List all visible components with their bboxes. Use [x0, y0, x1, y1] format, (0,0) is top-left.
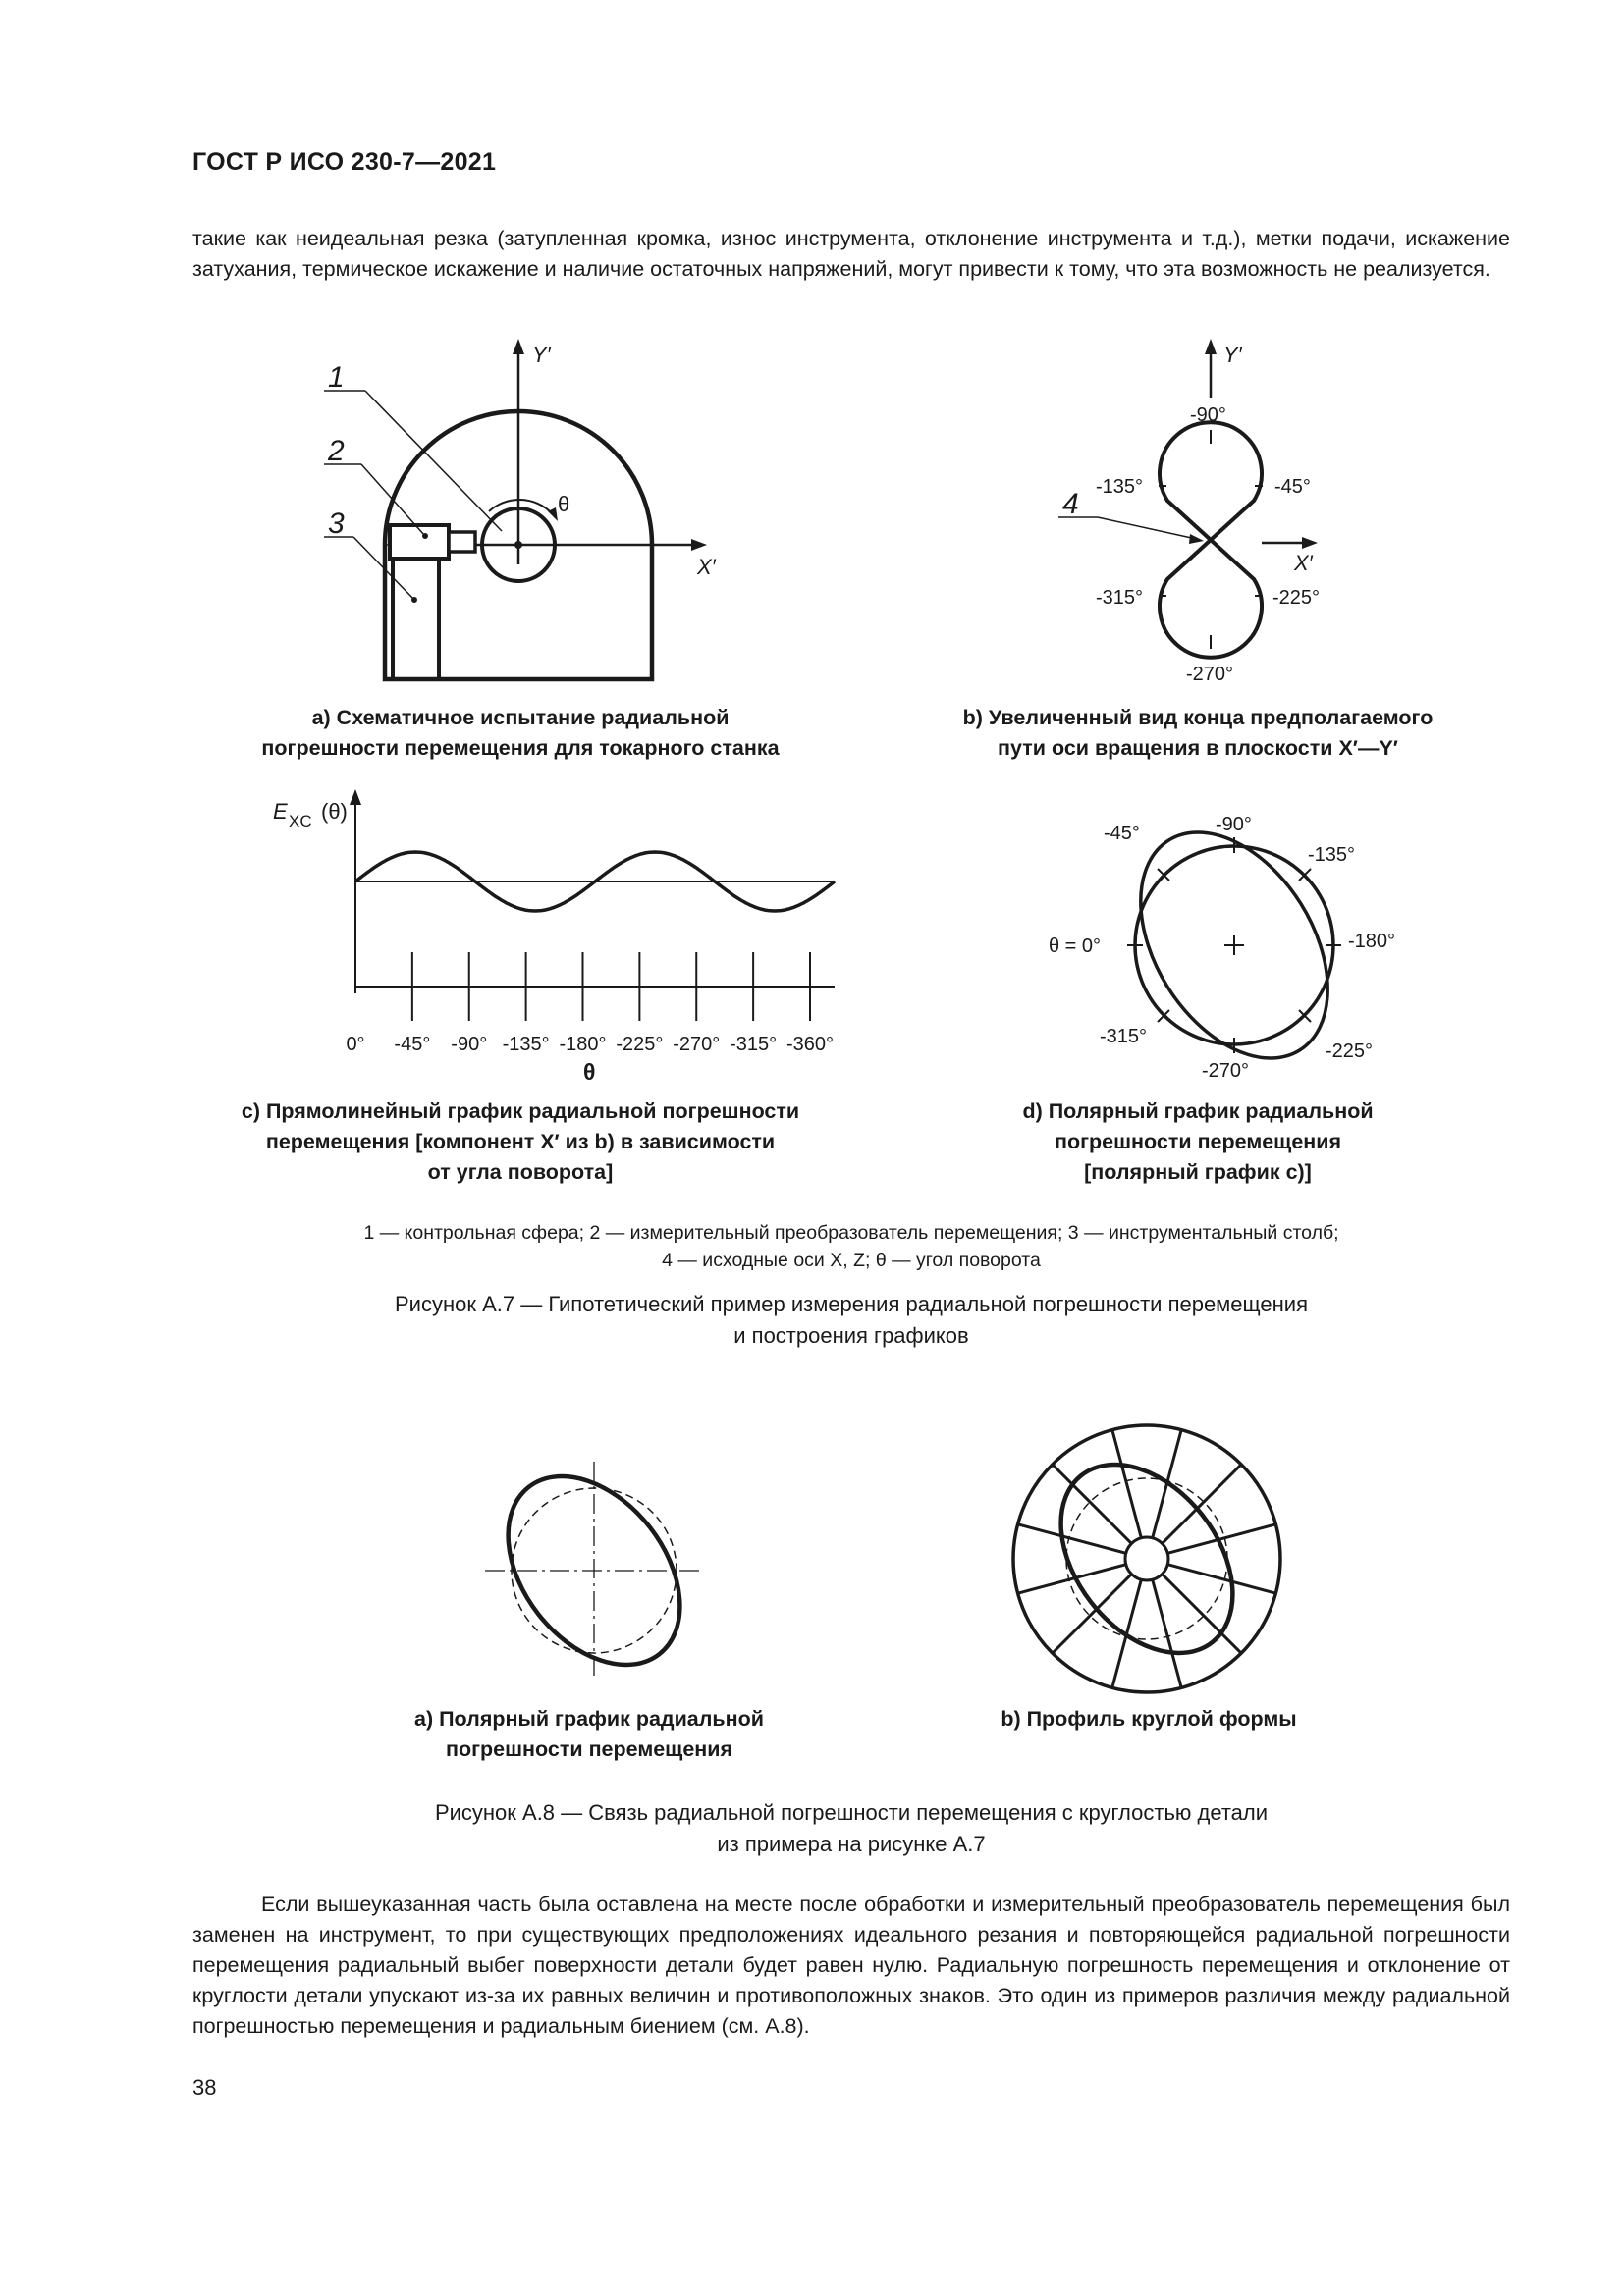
y-axis-label: Y′: [532, 343, 551, 367]
figure-a7-legend: 1 — контрольная сфера; 2 — измерительный преобразователь перемещения; 3 — инструментальный столб; 4 — исходные оси X, Z; θ — угол поворота: [363, 1222, 1339, 1271]
figure-a8a-polar-plot: [481, 1458, 707, 1683]
angle-label: -270°: [1186, 664, 1234, 685]
caption-a7a: а) Схематичное испытание радиальной погрешности перемещения для токарного станка: [261, 706, 780, 760]
x-axis-label: θ: [583, 1059, 596, 1085]
document-header: ГОСТ Р ИСО 230-7—2021: [192, 148, 497, 176]
x-axis-label: X′: [1294, 551, 1313, 575]
caption-a8a: а) Полярный график радиальной погрешности перемещения: [414, 1707, 764, 1761]
caption-a8b: b) Профиль круглой формы: [1001, 1707, 1297, 1731]
figure-a7c-linear-plot: [265, 785, 854, 1090]
tick-label: -135°: [502, 1034, 550, 1055]
callout-4: 4: [1062, 488, 1079, 520]
angle-label: -225°: [1272, 587, 1321, 609]
tick-label: -225°: [616, 1034, 664, 1055]
callout-3: 3: [328, 507, 345, 540]
angle-label: -135°: [1096, 476, 1144, 498]
tick-label: -180°: [559, 1034, 607, 1055]
y-axis-label-tail: (θ): [321, 799, 348, 824]
intro-paragraph: такие как неидеальная резка (затупленная кромка, износ инструмента, отклонение инструмента и т.д.), метки подачи, искажение затухания, термическое искажение и наличие остаточных напряжений, могут привести к тому, что эта возможность не реализуется.: [192, 227, 1510, 281]
tick-label: -270°: [673, 1034, 721, 1055]
page-number: 38: [192, 2075, 217, 2100]
profile-spoke: [1053, 1575, 1132, 1654]
angle-label: -180°: [1348, 931, 1396, 952]
tick-label: 0°: [346, 1034, 365, 1055]
figure-a7a-lathe-schematic: [295, 339, 716, 687]
tick-label: -315°: [730, 1034, 778, 1055]
figure-a7b-figure-eight: [1051, 339, 1365, 692]
profile-spoke: [1163, 1465, 1242, 1544]
angle-label: θ = 0°: [1049, 935, 1102, 957]
angle-label: -135°: [1308, 844, 1356, 866]
angle-label: -270°: [1202, 1060, 1250, 1082]
x-axis-label: X′: [697, 555, 716, 579]
angle-label: -90°: [1190, 404, 1226, 426]
figure-a8b-roundness-profile: [1009, 1421, 1284, 1696]
angle-label: -315°: [1096, 587, 1144, 609]
callout-1: 1: [328, 361, 345, 394]
angle-label: -45°: [1274, 476, 1311, 498]
closing-paragraph: Если вышеуказанная часть была оставлена на месте после обработки и измерительный преобразователь перемещения был заменен на инструмент, то при существующих предположениях идеального резания и повторяющейся радиальной погрешности перемещения радиальный выбег поверхности детали будет равен нулю. Радиальную погрешность перемещения и отклонение от круглости детали упускают из-за их равных величин и противоположных знаков. Это один из примеров различия между радиальной погрешностью перемещения и радиальным биением (см. А.8).: [192, 1893, 1510, 2038]
y-axis-label: Y′: [1223, 343, 1242, 367]
angle-label: -90°: [1216, 814, 1252, 835]
caption-a7c: с) Прямолинейный график радиальной погрешности перемещения [компонент X′ из b) в зависимости от угла поворота]: [241, 1099, 800, 1184]
tick-label: -45°: [394, 1034, 431, 1055]
callout-2: 2: [328, 435, 345, 467]
theta-label: θ: [558, 492, 570, 516]
y-axis-subscript: XC: [289, 812, 312, 830]
figure-a7-title: Рисунок А.7 — Гипотетический пример измерения радиальной погрешности перемещения и построения графиков: [395, 1292, 1308, 1348]
angle-label: -45°: [1104, 823, 1140, 844]
tick-label: -90°: [451, 1034, 488, 1055]
caption-a7d: d) Полярный график радиальной погрешности перемещения [полярный график с)]: [1022, 1099, 1374, 1184]
angle-label: -315°: [1100, 1026, 1148, 1047]
angle-label: -225°: [1326, 1041, 1374, 1062]
figure-a8-title: Рисунок А.8 — Связь радиальной погрешности перемещения с круглостью детали из примера на рисунке А.7: [434, 1800, 1269, 1856]
figure-a7d-polar-plot: [1041, 800, 1434, 1085]
caption-a7b: b) Увеличенный вид конца предполагаемого пути оси вращения в плоскости X′—Y′: [962, 706, 1434, 760]
tick-label: -360°: [785, 1034, 835, 1055]
y-axis-label: E: [273, 799, 288, 824]
